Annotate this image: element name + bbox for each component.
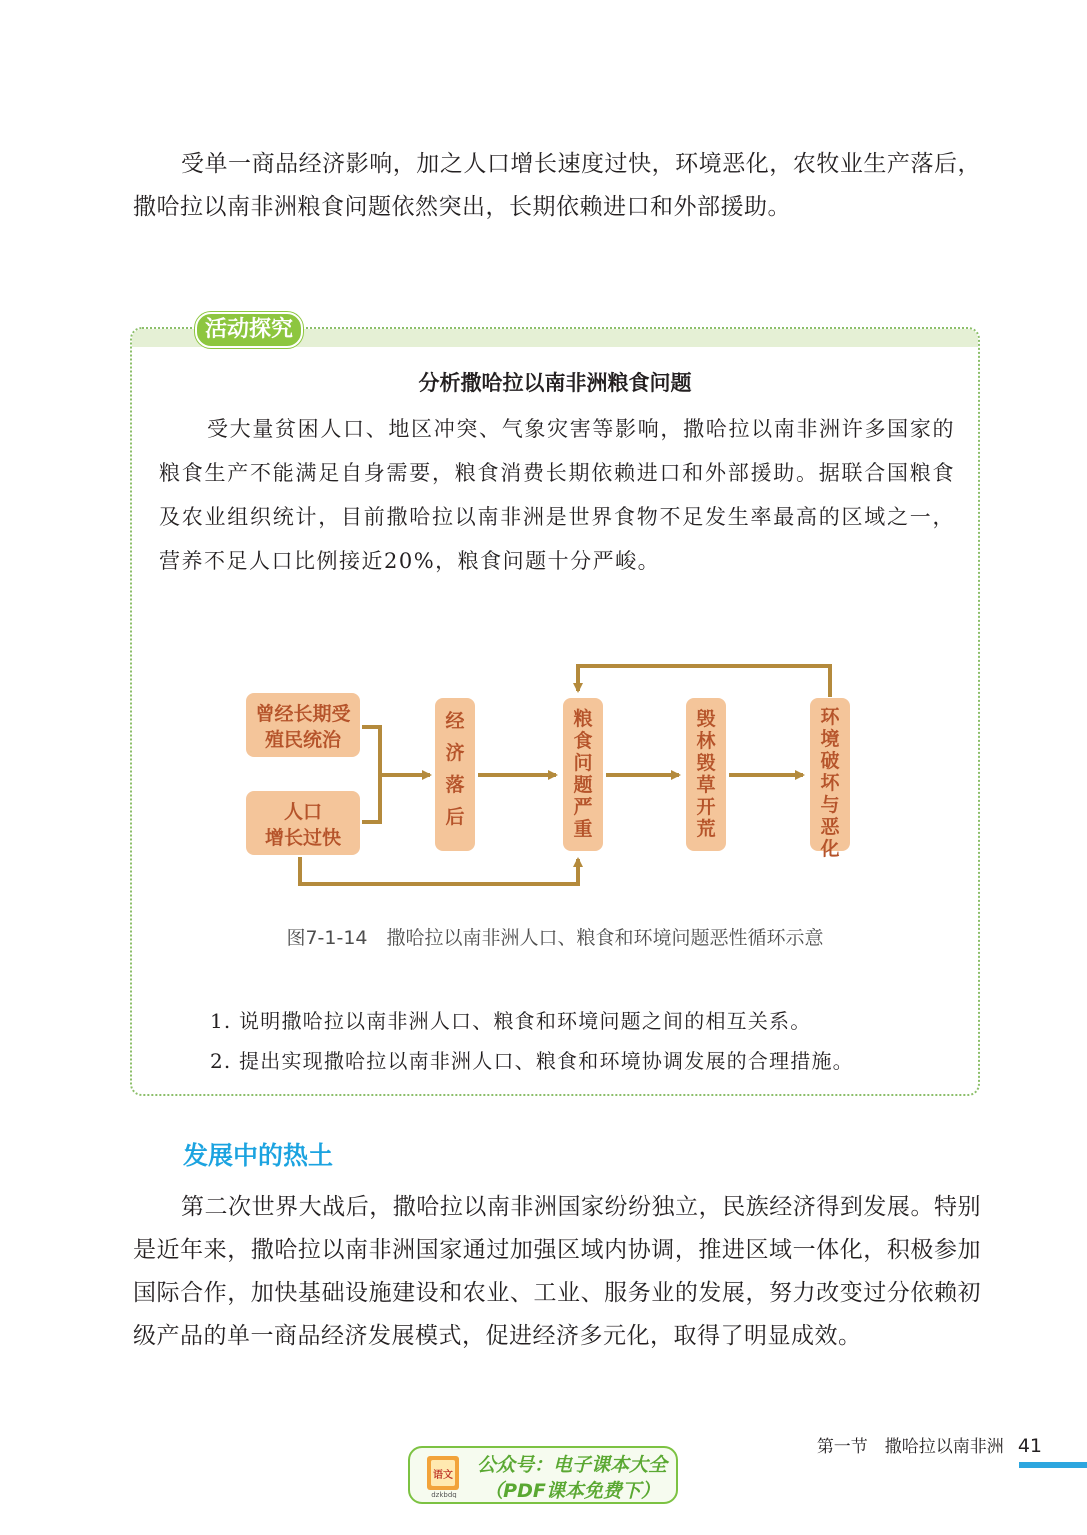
node-deforestation-label: 毁林毁草开荒 — [696, 708, 716, 840]
activity-tag: 活动探究 — [195, 312, 303, 348]
arrow-population-to-food — [300, 857, 578, 884]
intro-paragraph — [133, 143, 981, 229]
watermark-badge — [408, 1446, 678, 1504]
feedback-arrow-environment-to-food — [578, 666, 830, 697]
section-paragraph — [133, 1186, 981, 1358]
node-food-label: 粮食问题严重 — [573, 708, 593, 840]
vicious-cycle-diagram — [132, 329, 978, 909]
node-economy-label: 经济落后 — [445, 710, 465, 828]
question-item: 2. 提出实现撒哈拉以南非洲人口、粮食和环境协调发展的合理措施。 — [210, 1049, 854, 1073]
node-environment-label: 环境破坏与恶化 — [820, 706, 840, 860]
book-icon — [424, 1454, 464, 1498]
node-population-line1: 人口 — [283, 801, 323, 823]
book-icon-label: 语文 — [433, 1470, 453, 1481]
activity-box — [130, 317, 980, 1096]
node-colonized-line1: 曾经长期受 — [255, 703, 351, 725]
footer-accent-bar — [1019, 1462, 1087, 1468]
intro-text: 受单一商品经济影响，加之人口增长速度过快，环境恶化，农牧业生产落后，撒哈拉以南非洲粮食问题依然突出，长期依赖进口和外部援助。 — [133, 151, 981, 220]
activity-title: 分析撒哈拉以南非洲粮食问题 — [418, 371, 692, 395]
watermark-line1: 公众号：电子课本大全 — [476, 1454, 667, 1476]
question-list — [210, 1001, 950, 1081]
activity-body-text: 受大量贫困人口、地区冲突、气象灾害等影响，撒哈拉以南非洲许多国家的粮食生产不能满足自身需要，粮食消费长期依赖进口和外部援助。据联合国粮食及农业组织统计，目前撒哈拉以南非洲是世界食物不足发生率最高的区域之一，营养不足人口比例接近20%，粮食问题十分严峻。 — [159, 417, 955, 573]
node-population-line2: 增长过快 — [264, 827, 342, 849]
question-item: 1. 说明撒哈拉以南非洲人口、粮食和环境问题之间的相互关系。 — [210, 1009, 812, 1033]
section-text: 第二次世界大战后，撒哈拉以南非洲国家纷纷独立，民族经济得到发展。特别是近年来，撒哈拉以南非洲国家通过加强区域内协调，推进区域一体化，积极参加国际合作，加快基础设施建设和农业、工业、服务业的发展，努力改变过分依赖初级产品的单一商品经济发展模式，促进经济多元化，取得了明显成效。 — [133, 1194, 981, 1349]
bracket-connector — [362, 727, 380, 822]
chapter-label: 第一节 撒哈拉以南非洲 — [816, 1437, 1004, 1457]
page-footer — [817, 1432, 1042, 1457]
watermark-line2: （PDF课本免费下） — [484, 1480, 660, 1502]
node-colonized-line2: 殖民统治 — [264, 729, 342, 751]
page-number: 41 — [1017, 1435, 1042, 1457]
figure-caption: 图7-1-14 撒哈拉以南非洲人口、粮食和环境问题恶性循环示意 — [286, 927, 824, 949]
section-heading: 发展中的热土 — [183, 1141, 334, 1170]
book-icon-caption: dzkbdq — [431, 1491, 457, 1498]
